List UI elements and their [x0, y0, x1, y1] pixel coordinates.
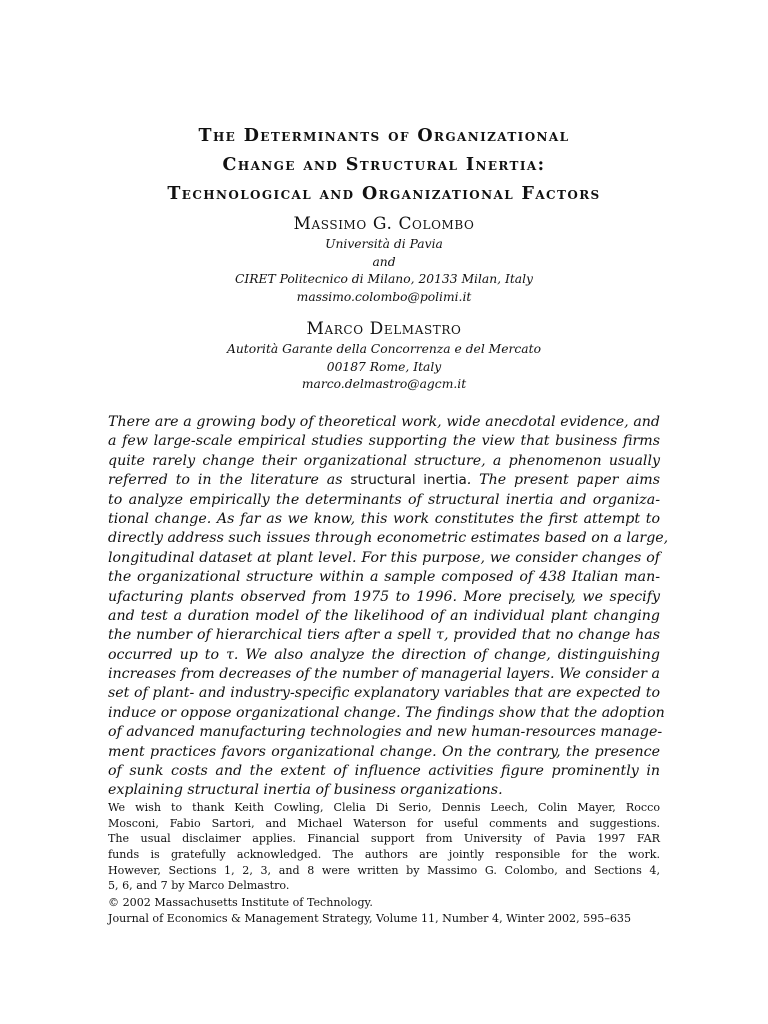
author-block-2	[0, 317, 768, 394]
abstract-line: set of plant- and industry-specific explanatory variables that are expected to	[108, 685, 660, 702]
title-line-2: Change and Structural Inertia:	[222, 155, 546, 175]
author-email: massimo.colombo@polimi.it	[296, 289, 472, 304]
footnote-line: However, Sections 1, 2, 3, and 8 were written by Massimo G. Colombo, and Sections 4,	[108, 863, 660, 877]
abstract-line: the number of hierarchical tiers after a spell τ, provided that no change has	[108, 627, 660, 644]
abstract-line: explaining structural inertia of business organizations.	[108, 782, 503, 799]
emphasized-term: structural inertia	[350, 472, 467, 489]
abstract-line	[108, 471, 660, 490]
abstract-line: to analyze empirically the determinants of structural inertia and organiza-	[108, 491, 660, 508]
author-affiliation: Università di Pavia	[325, 237, 443, 251]
abstract-line: the organizational structure within a sample composed of 438 Italian man-	[108, 569, 660, 586]
abstract-line: tional change. As far as we know, this work constitutes the first attempt to	[108, 510, 660, 527]
copyright-notice: © 2002 Massachusetts Institute of Technology.	[108, 896, 373, 909]
publication-info	[108, 895, 668, 926]
title-line-1: The Determinants of Organizational	[198, 126, 570, 146]
abstract-line: directly address such issues through econometric estimates based on a large,	[108, 530, 669, 547]
author-name: Massimo G. Colombo	[293, 214, 475, 234]
footnote-line: 5, 6, and 7 by Marco Delmastro.	[108, 879, 290, 893]
author-name: Marco Delmastro	[306, 319, 462, 339]
journal-citation: Journal of Economics & Management Strategy, Volume 11, Number 4, Winter 2002, 595–635	[108, 911, 632, 925]
abstract-line: ufacturing plants observed from 1975 to 1996. More precisely, we specify	[108, 588, 660, 605]
footnote-line: Mosconi, Fabio Sartori, and Michael Waterson for useful comments and suggestions.	[108, 816, 660, 830]
acknowledgements-footnote	[108, 800, 660, 894]
author-affiliation: Autorità Garante della Concorrenza e del Mercato	[227, 342, 541, 356]
author-affiliation-connector: and	[372, 254, 396, 269]
paper-title	[0, 122, 768, 209]
abstract-line: occurred up to τ. We also analyze the direction of change, distinguishing	[108, 646, 660, 663]
abstract-line: increases from decreases of the number of managerial layers. We consider a	[108, 666, 660, 683]
abstract-line: longitudinal dataset at plant level. For this purpose, we consider changes of	[108, 549, 660, 566]
abstract-text: referred to in the literature as	[108, 472, 351, 489]
abstract-line: a few large-scale empirical studies supporting the view that business firms	[108, 433, 660, 450]
footnote-line: We wish to thank Keith Cowling, Clelia Di Serio, Dennis Leech, Colin Mayer, Rocco	[108, 801, 660, 814]
abstract-line: ment practices favors organizational change. On the contrary, the presence	[108, 743, 660, 760]
abstract-line: and test a duration model of the likelihood of an individual plant changing	[108, 607, 660, 624]
abstract-text: . The present paper aims	[466, 472, 660, 489]
author-email: marco.delmastro@agcm.it	[301, 377, 467, 391]
author-block-1	[0, 212, 768, 306]
author-affiliation: CIRET Politecnico di Milano, 20133 Milan, Italy	[234, 272, 534, 286]
abstract-line: induce or oppose organizational change. The findings show that the adoption	[108, 704, 665, 721]
title-line-3: Technological and Organizational Factors	[167, 184, 601, 204]
abstract-line: of sunk costs and the extent of influence activities figure prominently in	[108, 763, 660, 780]
abstract-line: quite rarely change their organizational structure, a phenomenon usually	[108, 452, 660, 469]
author-address: 00187 Rome, Italy	[326, 359, 442, 374]
abstract-line: of advanced manufacturing technologies and new human-resources manage-	[108, 724, 663, 741]
footnote-line: funds is gratefully acknowledged. The authors are jointly responsible for the work.	[108, 848, 660, 862]
footnote-line: The usual disclaimer applies. Financial support from University of Pavia 1997 FAR	[108, 832, 660, 846]
abstract	[108, 413, 669, 801]
abstract-line: There are a growing body of theoretical work, wide anecdotal evidence, and	[108, 414, 660, 430]
